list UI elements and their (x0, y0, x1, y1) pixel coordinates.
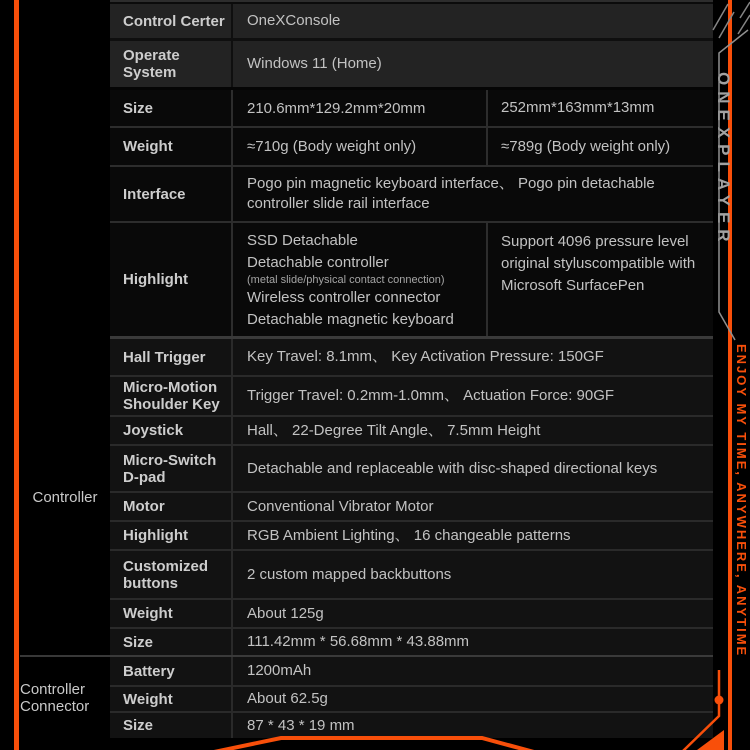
spec-value (233, 551, 713, 598)
value-text: RGB Ambient Lighting、 16 changeable patterns (247, 526, 571, 544)
value-text: 87 * 43 * 19 mm (247, 716, 355, 734)
value-text: OneXConsole (247, 12, 341, 29)
slash-icon (713, 4, 728, 30)
value-text: Pogo pin magnetic keyboard interface、 Pogo pin detachable controller slide rail interface (247, 175, 655, 212)
label-text: Weight (123, 605, 173, 622)
spec-value (233, 4, 713, 38)
value-text: Trigger Travel: 0.2mm-1.0mm、 Actuation Force: 90GF (247, 387, 615, 404)
spec-label (110, 657, 233, 685)
label-text: Micro-Switch (123, 451, 217, 469)
table-row (110, 493, 713, 520)
spec-label (110, 90, 233, 126)
label-text: Customized (123, 557, 209, 575)
label-text: Shoulder Key (123, 396, 220, 413)
label-text: Hall Trigger (123, 348, 206, 366)
spec-value (233, 339, 713, 375)
spec-value (233, 446, 713, 491)
spec-label (110, 713, 233, 738)
spec-value-left (233, 223, 486, 336)
spec-value (233, 657, 713, 685)
slash-icon (740, 2, 750, 18)
highlight-line: Detachable magnetic keyboard (247, 311, 454, 328)
table-row (110, 629, 713, 655)
table-row (110, 339, 713, 375)
spec-label (110, 493, 233, 520)
table-row (110, 417, 713, 444)
spec-label (110, 600, 233, 627)
label-text: Control Certer (123, 12, 225, 30)
spec-label (110, 629, 233, 655)
highlight-line: Detachable controller (247, 254, 389, 271)
label-text: Weight (123, 690, 173, 708)
table-row (110, 713, 713, 738)
spec-value (233, 377, 713, 415)
label-text: Highlight (123, 271, 188, 288)
spec-label (110, 446, 233, 491)
label-text: Interface (123, 185, 186, 203)
value-text: 111.42mm * 56.68mm * 43.88mm (247, 633, 470, 650)
value-text: Support 4096 pressure level original styluscompatible with Microsoft SurfacePen (501, 233, 696, 294)
table-row (110, 90, 713, 126)
table-row (110, 657, 713, 685)
spec-value-right (488, 223, 713, 336)
value-text: About 125g (247, 604, 324, 622)
spec-value (233, 629, 713, 655)
label-text: Weight (123, 138, 173, 155)
spec-value (233, 417, 713, 444)
spec-label (110, 223, 233, 336)
spec-label (110, 167, 233, 221)
table-row (110, 128, 713, 165)
spec-label (110, 339, 233, 375)
category-label: Controller (32, 488, 98, 506)
category-controller-connector (20, 657, 110, 738)
highlight-note: (metal slide/physical contact connection) (247, 274, 445, 286)
spec-value (233, 41, 713, 87)
table-row (110, 167, 713, 221)
spec-value (233, 687, 713, 711)
label-text: Motor (123, 498, 165, 515)
circuit-dot (715, 696, 724, 705)
slash-icon (738, 15, 750, 34)
spec-value (233, 493, 713, 520)
spec-label (110, 417, 233, 444)
spec-label (110, 522, 233, 549)
label-text: Highlight (123, 527, 188, 544)
label-text: Size (123, 717, 154, 734)
spec-value (233, 600, 713, 627)
slogan-vertical-text: ENJOY MY TIME, ANYWHERE, ANYTIME (734, 344, 749, 658)
table-row (110, 41, 713, 87)
value-text: 1200mAh (247, 662, 312, 679)
spec-value-right (488, 90, 713, 126)
spec-label (110, 41, 233, 87)
table-row (110, 687, 713, 711)
label-text: Battery (123, 662, 175, 680)
table-row (110, 377, 713, 415)
value-text: ≈710g (Body weight only) (247, 138, 417, 155)
value-text: Detachable and replaceable with disc-shaped directional keys (247, 459, 658, 477)
value-text: Conventional Vibrator Motor (247, 497, 434, 515)
value-text: 210.6mm*129.2mm*20mm (247, 99, 426, 117)
label-text: Micro-Motion (123, 379, 218, 396)
spec-label (110, 551, 233, 598)
value-text: Windows 11 (Home) (247, 55, 382, 72)
category-label: Controller Connector (20, 680, 90, 715)
spec-label (110, 687, 233, 711)
table-row (110, 4, 713, 38)
value-text: ≈789g (Body weight only) (501, 137, 671, 155)
category-divider (20, 655, 110, 657)
value-text: Key Travel: 8.1mm、 Key Activation Pressure: 150GF (247, 348, 604, 365)
spec-table (110, 0, 713, 738)
spec-label (110, 128, 233, 165)
spec-value-left (233, 90, 486, 126)
value-text: 252mm*163mm*13mm (501, 99, 655, 116)
brand-vertical-text: ONEXPLAYER (714, 72, 733, 248)
spec-value (233, 522, 713, 549)
label-text: System (123, 64, 177, 81)
table-row (110, 446, 713, 491)
label-text: Size (123, 99, 154, 117)
spec-value (233, 713, 713, 738)
spec-value (233, 167, 713, 221)
label-text: D-pad (123, 468, 166, 486)
category-controller (20, 339, 110, 655)
value-text: About 62.5g (247, 690, 328, 707)
spec-label (110, 4, 233, 38)
value-text: 2 custom mapped backbuttons (247, 565, 452, 583)
highlight-line: Wireless controller connector (247, 289, 441, 306)
bottom-banner-outline (214, 738, 534, 750)
spec-label (110, 377, 233, 415)
table-row (110, 551, 713, 598)
label-text: Operate (123, 47, 180, 64)
label-text: Joystick (123, 422, 184, 439)
table-row (110, 223, 713, 336)
left-accent-line (14, 0, 19, 750)
table-row (110, 600, 713, 627)
table-row (110, 522, 713, 549)
value-text: Hall、 22-Degree Tilt Angle、 7.5mm Height (247, 421, 541, 439)
spec-value-right (488, 128, 713, 165)
spec-value-left (233, 128, 486, 165)
highlight-line: SSD Detachable (247, 232, 358, 249)
label-text: Size (123, 633, 154, 651)
label-text: buttons (123, 574, 178, 592)
